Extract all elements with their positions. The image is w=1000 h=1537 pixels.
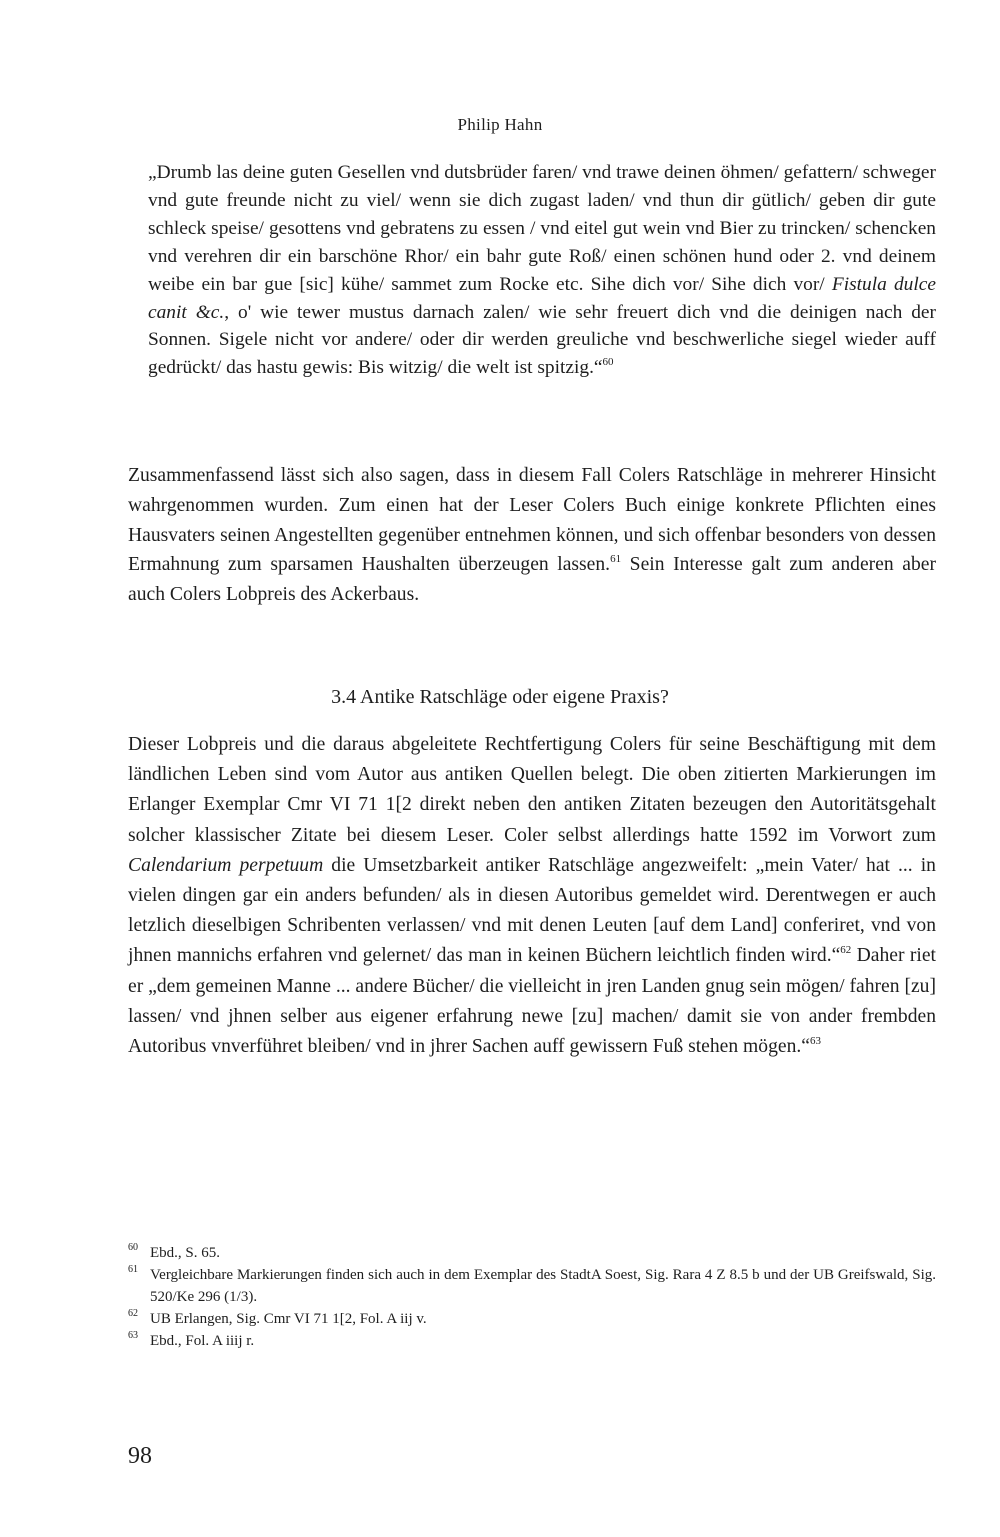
footnote-number: 62 xyxy=(128,1308,138,1319)
footnote xyxy=(128,1330,936,1352)
footnote xyxy=(128,1264,936,1308)
para2-text-b: die Umsetzbarkeit antiker Ratschläge angezweifelt: „mein Vater/ hat ... in vielen dingen gar ein anders befunden/ als in diesen Autoribus gemeldet wird. Derentwegen er auch letzlich dieselbigen Schribenten verlassen/ vnd mit denen Leuten [auf dem Land] conferiret, vnd von jhnen mannichs erfahren vnd gelernet/ das man in keinen Büchern leichtlich finden wird.“ xyxy=(128,854,936,967)
para2-text-a: Dieser Lobpreis und die daraus abgeleitete Rechtfertigung Colers für seine Beschäftigung mit dem ländlichen Leben sind vom Autor aus antiken Quellen belegt. Die oben zitierten Markierungen im Erlanger Exemplar Cmr VI 71 1[2 direkt neben den antiken Zitaten bezeugen den Autoritätsgehalt solcher klassischer Zitate bei diesem Leser. Coler selbst allerdings hatte 1592 im Vorwort zum xyxy=(128,734,936,846)
block-quote xyxy=(148,159,936,382)
footnote-ref-61[interactable]: 61 xyxy=(610,553,622,566)
quote-text-b: , o' wie tewer mustus darnach zalen/ wie sehr freuert dich vnd die deinigen nach der Sonnen. Sigele nicht vor andere/ oder dir werden greuliche vnd beschwerliche siegel wieder auff gedrückt/ das hastu gewis: Bis witzig/ die welt ist spitzig.“ xyxy=(148,301,936,379)
footnotes xyxy=(128,1242,936,1352)
footnote-text: UB Erlangen, Sig. Cmr VI 71 1[2, Fol. A iij v. xyxy=(150,1311,427,1327)
para1-text-b: Sein Interesse galt zum anderen aber auch Colers Lobpreis des Ackerbaus. xyxy=(128,554,936,606)
footnote-ref-62[interactable]: 62 xyxy=(840,944,852,957)
page-number: 98 xyxy=(128,1443,152,1469)
footnote-text: Ebd., S. 65. xyxy=(150,1245,221,1261)
running-head: Philip Hahn xyxy=(457,115,543,134)
para2-text-c: Daher riet er „dem gemeinen Manne ... andere Bücher/ die vielleicht in jren Landen gnug sein mögen/ fahren [zu] lassen/ vnd jhnen selber aus eigener erfahrung newe [zu] machen/ damit sie von ander frembden Autoribus vnverführet bleiben/ vnd in jhrer Sachen auff gewissern Fuß stehen mögen.“ xyxy=(128,945,936,1058)
footnote-text: Ebd., Fol. A iiij r. xyxy=(150,1333,255,1349)
footnote-number: 60 xyxy=(128,1242,138,1253)
para2-italic: Calendarium perpetuum xyxy=(128,854,324,876)
footnote-number: 63 xyxy=(128,1330,138,1341)
para1-text-a: Zusammenfassend lässt sich also sagen, dass in diesem Fall Colers Ratschläge in mehrerer Hinsicht wahrgenommen wurden. Zum einen hat der Leser Colers Buch einige konkrete Pflichten eines Hausvaters seinen Angestellten gegenüber entnehmen können, und sich offenbar besonders von dessen Ermahnung zum sparsamen Haushalten überzeugen lassen. xyxy=(128,465,936,576)
footnote xyxy=(128,1308,936,1330)
footnote-number: 61 xyxy=(128,1264,138,1275)
footnote-ref-63[interactable]: 63 xyxy=(809,1035,821,1048)
quote-text-a: „Drumb las deine guten Gesellen vnd dutsbrüder faren/ vnd trawe deinen öhmen/ gefattern/ schweger vnd gute freunde nicht zu viel/ wenn sie dich zugast laden/ vnd thun dir gütlich/ geben dir gute schleck speise/ gesottens vnd gebratens zu essen / vnd eitel gut wein vnd Bier zu trincken/ schencken vnd verehren dir ein barschöne Rhor/ ein bahr gute Roß/ einen schönen hund oder 2. vnd deinem weibe ein bar gue [sic] kühe/ sammet zum Rocke etc. Sihe dich vor/ Sihe dich vor/ xyxy=(148,162,936,295)
footnote xyxy=(128,1242,936,1264)
paragraph-summary xyxy=(128,461,936,610)
section-heading: 3.4 Antike Ratschläge oder eigene Praxis? xyxy=(331,686,669,708)
quote-italic: Fistula dulce canit &c. xyxy=(148,273,936,323)
footnote-ref-60[interactable]: 60 xyxy=(602,356,614,369)
paragraph-section xyxy=(128,730,936,1062)
footnote-text: Vergleichbare Markierungen finden sich auch in dem Exemplar des StadtA Soest, Sig. Rara 4 Z 8.5 b und der UB Greifswald, Sig. 520/Ke 296 (1/3). xyxy=(150,1267,936,1305)
